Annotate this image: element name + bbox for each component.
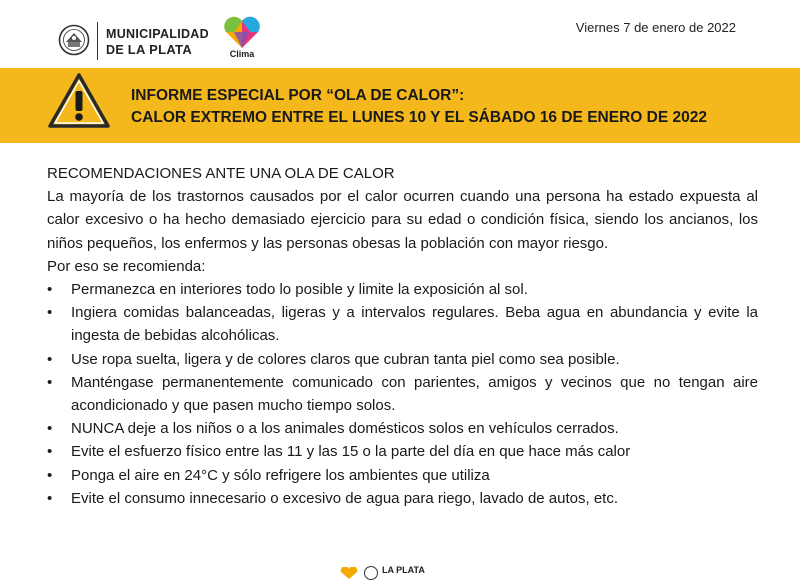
bullet: • xyxy=(47,281,53,299)
bullet: • xyxy=(47,304,53,322)
recommendation-text: Evite el esfuerzo físico entre las 11 y las 15 o la parte del día en que hace más calor xyxy=(71,443,631,461)
bullet: • xyxy=(47,420,53,438)
recommendation-text: Use ropa suelta, ligera y de colores claros que cubran tanta piel como sea posible. xyxy=(71,350,620,368)
list-item xyxy=(47,301,758,347)
section-heading: RECOMENDACIONES ANTE UNA OLA DE CALOR xyxy=(47,165,395,182)
recommendation-text: Permanezca en interiores todo lo posible y limite la exposición al sol. xyxy=(71,281,528,299)
warning-triangle-icon xyxy=(47,71,111,131)
alert-title-line-2: CALOR EXTREMO ENTRE EL LUNES 10 Y EL SÁBADO 16 DE ENERO DE 2022 xyxy=(131,109,707,126)
brand-line-2-prefix: DE xyxy=(106,43,124,57)
bullet: • xyxy=(47,373,53,391)
clima-label: Clima xyxy=(229,49,255,59)
header xyxy=(0,0,800,68)
recommendation-text: Manténgase permanentemente comunicado con parientes, amigos y vecinos que no tengan aire acondicionado y que pasen mucho tiempo solos. xyxy=(71,373,758,415)
bullet: • xyxy=(47,350,53,368)
clima-logo xyxy=(220,14,264,66)
brand-line-1: MUNICIPALIDAD xyxy=(106,27,209,41)
publication-date: Viernes 7 de enero de 2022 xyxy=(575,20,736,35)
bullet: • xyxy=(47,466,53,484)
recommendation-text: Evite el consumo innecesario o excesivo de agua para riego, lavado de autos, etc. xyxy=(71,489,619,507)
list-item xyxy=(47,440,758,463)
intro-paragraph: La mayoría de los trastornos causados por el calor ocurren cuando una persona ha estado expuesta al calor excesivo o ha hecho demasiado ejercicio para su edad o condición física, siendo los ancianos, los niños pequeños, los enfermos y las personas obesas la población con mayor riesgo. xyxy=(47,188,758,252)
list-item xyxy=(47,487,758,510)
alert-banner xyxy=(0,68,800,143)
list-item xyxy=(47,371,758,417)
footer-seal-icon xyxy=(364,566,378,580)
footer-text: LA PLATA xyxy=(382,565,425,575)
alert-title-line-1: INFORME ESPECIAL POR “OLA DE CALOR”: xyxy=(131,87,465,104)
footer-heart-icon xyxy=(340,567,358,579)
recommendations-intro: Por eso se recomienda: xyxy=(47,257,206,275)
list-item xyxy=(47,417,758,440)
list-item xyxy=(47,464,758,487)
recommendations-content xyxy=(47,162,758,510)
recommendation-text: Ponga el aire en 24°C y sólo refrigere los ambientes que utiliza xyxy=(71,466,490,484)
brand-line-2 xyxy=(106,42,209,58)
recommendations-list xyxy=(47,278,758,510)
clima-heart-icon xyxy=(222,14,262,50)
bullet: • xyxy=(47,443,53,461)
bullet: • xyxy=(47,489,53,507)
recommendation-text: NUNCA deje a los niños o a los animales domésticos solos en vehículos cerrados. xyxy=(71,420,619,438)
recommendation-text: Ingiera comidas balanceadas, ligeras y a intervalos regulares. Beba agua en abundancia y evite la ingesta de bebidas alcohólicas. xyxy=(71,304,758,345)
municipal-seal-icon xyxy=(58,24,90,56)
logo-separator xyxy=(97,22,98,60)
municipality-brand xyxy=(106,27,209,58)
footer-logo xyxy=(340,565,460,579)
list-item xyxy=(47,278,758,301)
alert-title xyxy=(131,85,707,129)
brand-line-2-bold: LA PLATA xyxy=(127,42,193,57)
list-item xyxy=(47,348,758,371)
